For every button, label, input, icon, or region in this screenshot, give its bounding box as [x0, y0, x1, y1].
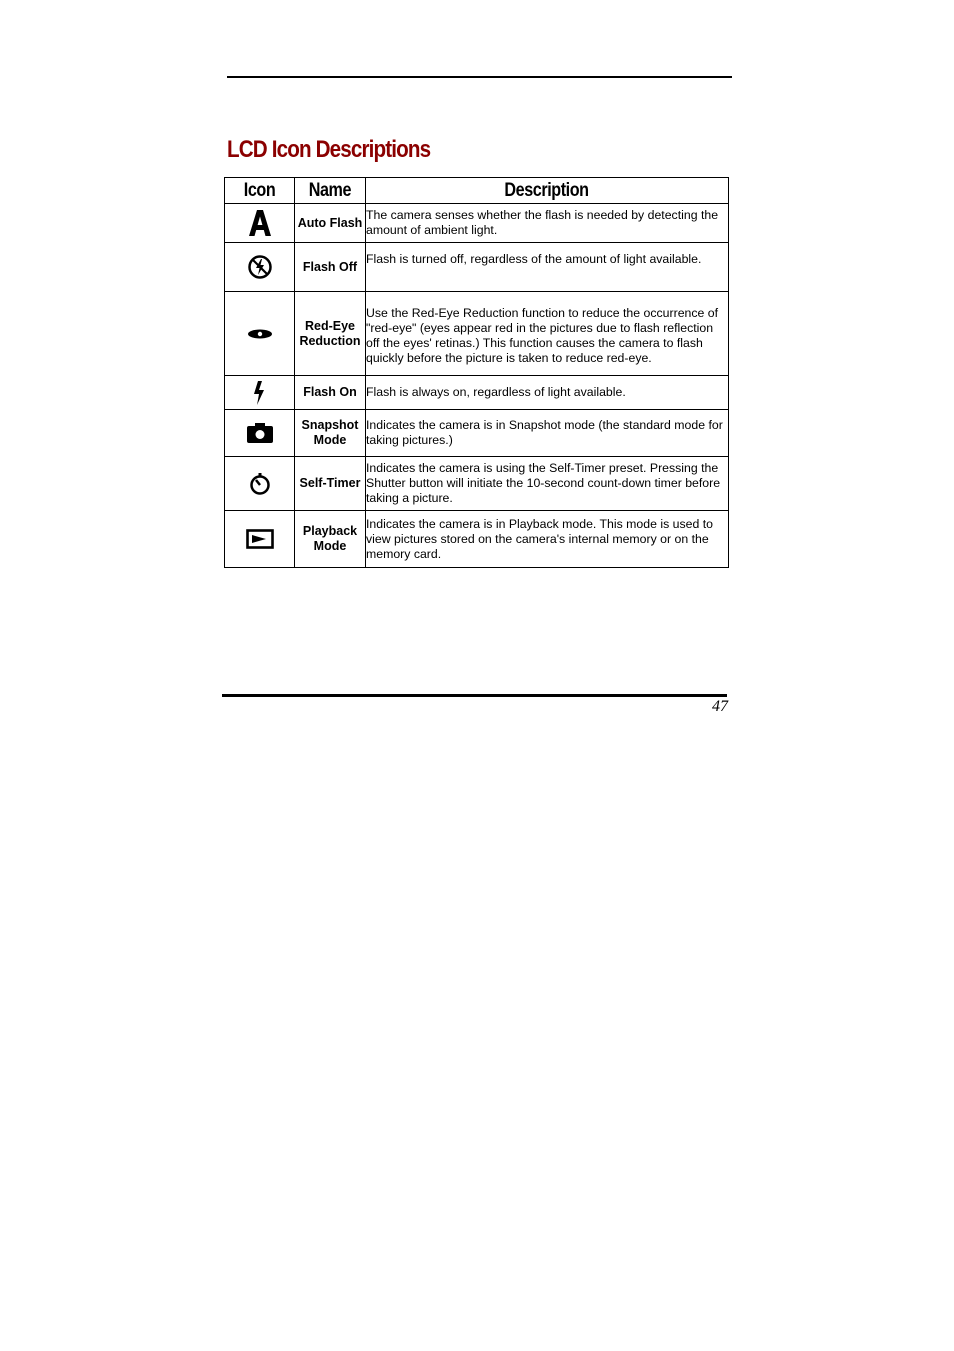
playback-icon [246, 529, 274, 549]
table-header-row [225, 178, 729, 204]
lcd-icon-table [224, 177, 729, 568]
auto-flash-icon [247, 209, 273, 237]
row-name: Auto Flash [295, 204, 366, 243]
row-description: Indicates the camera is using the Self-Timer preset. Pressing the Shutter button will initiate the 10-second count-down timer before taking a picture. [366, 457, 729, 511]
table-row [225, 292, 729, 376]
page-number: 47 [712, 698, 728, 715]
row-description: Indicates the camera is in Playback mode. This mode is used to view pictures stored on the camera's internal memory or on the memory card. [366, 511, 729, 568]
red-eye-icon [247, 328, 273, 340]
row-name: Snapshot Mode [295, 410, 366, 457]
row-name: Playback Mode [295, 511, 366, 568]
row-description: Indicates the camera is in Snapshot mode (the standard mode for taking pictures.) [366, 410, 729, 457]
row-description: Flash is always on, regardless of light available. [366, 376, 729, 410]
row-name: Flash Off [295, 243, 366, 292]
row-name: Flash On [295, 376, 366, 410]
row-description: Use the Red-Eye Reduction function to reduce the occurrence of "red-eye" (eyes appear red in the pictures due to flash reflection off the eyes' retinas.) This function causes the camera to flash quickly before the picture is taken to reduce red-eye. [366, 292, 729, 376]
table-row [225, 204, 729, 243]
header-rule [227, 76, 732, 78]
self-timer-icon [248, 472, 272, 496]
table-row [225, 243, 729, 292]
row-description: The camera senses whether the flash is needed by detecting the amount of ambient light. [366, 204, 729, 243]
table-row [225, 457, 729, 511]
table-row [225, 511, 729, 568]
table-row [225, 376, 729, 410]
row-description: Flash is turned off, regardless of the amount of light available. [366, 243, 729, 292]
header-name: Name [295, 178, 366, 204]
page-title: LCD Icon Descriptions [227, 136, 431, 163]
row-name: Red-Eye Reduction [295, 292, 366, 376]
row-name: Self-Timer [295, 457, 366, 511]
table-row [225, 410, 729, 457]
footer-rule [222, 694, 727, 697]
flash-on-icon [253, 380, 267, 406]
flash-off-icon [247, 254, 273, 280]
camera-icon [246, 422, 274, 444]
header-icon: Icon [225, 178, 295, 204]
header-description: Description [366, 178, 729, 204]
